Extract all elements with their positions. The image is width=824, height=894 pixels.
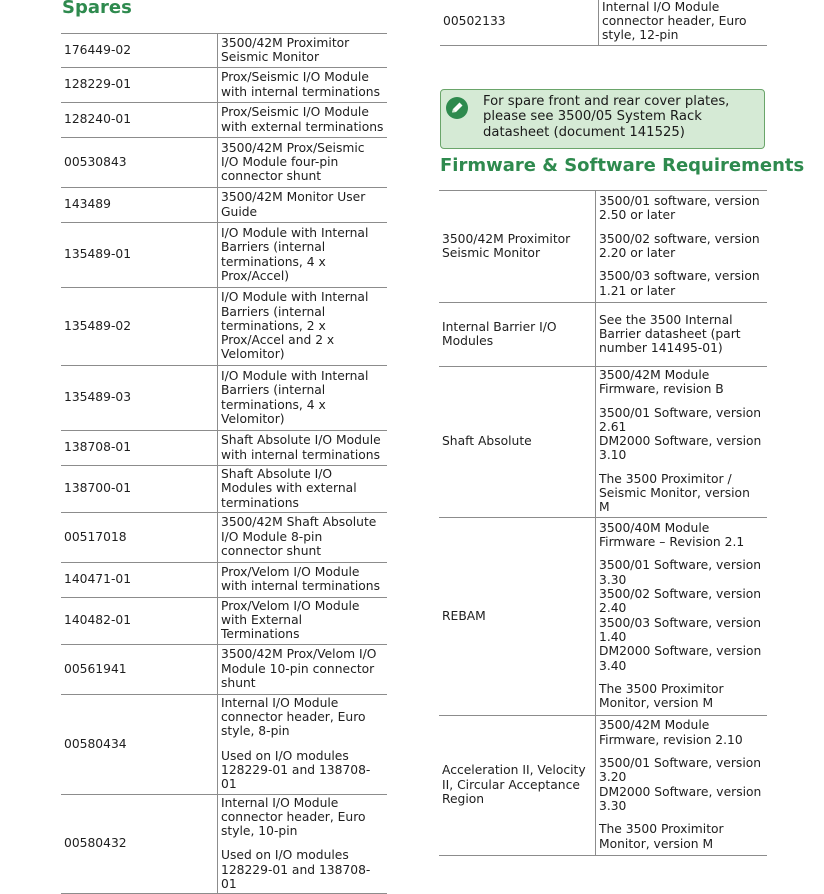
table-row xyxy=(61,103,387,138)
part-description: Internal I/O Module connector header, Euro style, 12-pin xyxy=(599,0,768,46)
table-row xyxy=(61,512,387,562)
description-paragraph: Used on I/O modules 128229-01 and 138708-01 xyxy=(221,848,371,892)
table-row xyxy=(61,597,387,644)
part-number: 135489-01 xyxy=(61,223,218,288)
part-number: 138700-01 xyxy=(61,466,218,513)
spares-table-continued xyxy=(440,0,767,46)
table-row xyxy=(61,466,387,513)
part-number: 00580434 xyxy=(61,694,218,794)
note-text: For spare front and rear cover plates, please see 3500/05 System Rack datasheet (document 141525) xyxy=(483,94,730,140)
description-paragraph: Prox/Velom I/O Module with External Terminations xyxy=(221,598,360,642)
description-paragraph: 3500/42M Proximitor Seismic Monitor xyxy=(221,35,350,64)
pencil-icon xyxy=(446,97,468,119)
description-paragraph: Prox/Velom I/O Module with internal terminations xyxy=(221,565,381,594)
part-description xyxy=(218,466,388,513)
component-name: Acceleration II, Velocity II, Circular Acceptance Region xyxy=(439,715,596,855)
part-description xyxy=(218,512,388,562)
requirement-list xyxy=(596,715,768,855)
table-row xyxy=(61,694,387,794)
requirement-item: See the 3500 Internal Barrier datasheet (part number 141495-01) xyxy=(599,312,741,356)
requirement-list xyxy=(596,303,768,367)
requirement-item: 3500/42M Module Firmware, revision B xyxy=(599,368,724,397)
description-paragraph: Internal I/O Module connector header, Euro style, 8-pin xyxy=(221,695,366,739)
table-row xyxy=(61,644,387,694)
part-description xyxy=(218,103,388,138)
firmware-table xyxy=(439,190,767,856)
table-row xyxy=(439,517,767,715)
part-number: 00530843 xyxy=(61,138,218,188)
description-paragraph: 3500/42M Monitor User Guide xyxy=(221,190,366,219)
description-paragraph: I/O Module with Internal Barriers (internal terminations, 4 x Velomitor) xyxy=(221,368,369,426)
part-number: 00580432 xyxy=(61,794,218,894)
table-row xyxy=(61,223,387,288)
part-number: 00517018 xyxy=(61,512,218,562)
requirement-item: 3500/03 Software, version 1.40 xyxy=(599,615,762,644)
requirement-item: The 3500 Proximitor Monitor, version M xyxy=(599,681,724,711)
description-paragraph: Internal I/O Module connector header, Euro style, 10-pin xyxy=(221,795,366,839)
requirement-item: DM2000 Software, version 3.40 xyxy=(599,644,762,673)
requirement-item: 3500/02 software, version 2.20 or later xyxy=(599,231,760,260)
table-row xyxy=(61,34,387,68)
part-number: 135489-02 xyxy=(61,288,218,366)
requirement-item: 3500/01 Software, version 3.30 xyxy=(599,558,762,587)
description-paragraph: 3500/42M Shaft Absolute I/O Module 8-pin connector shunt xyxy=(221,515,377,559)
part-description xyxy=(218,223,388,288)
part-number: 135489-03 xyxy=(61,366,218,431)
table-row xyxy=(61,794,387,894)
part-description xyxy=(218,366,388,431)
table-row xyxy=(61,366,387,431)
part-number: 128240-01 xyxy=(61,103,218,138)
part-description xyxy=(218,188,388,223)
table-row xyxy=(61,68,387,103)
requirement-item: DM2000 Software, version 3.10 xyxy=(599,434,762,463)
part-number: 143489 xyxy=(61,188,218,223)
component-name: 3500/42M Proximitor Seismic Monitor xyxy=(439,191,596,303)
part-number: 140471-01 xyxy=(61,562,218,597)
part-description xyxy=(218,431,388,466)
requirement-list xyxy=(596,191,768,303)
requirement-item: 3500/40M Module Firmware – Revision 2.1 xyxy=(599,520,745,550)
requirement-item: DM2000 Software, version 3.30 xyxy=(599,784,762,813)
spares-table xyxy=(61,33,387,894)
requirement-item: The 3500 Proximitor / Seismic Monitor, version M xyxy=(599,471,750,515)
description-paragraph: 3500/42M Prox/Seismic I/O Module four-pin connector shunt xyxy=(221,140,365,184)
part-number: 00561941 xyxy=(61,644,218,694)
part-number: 128229-01 xyxy=(61,68,218,103)
description-paragraph: Shaft Absolute I/O Modules with external terminations xyxy=(221,467,357,510)
description-paragraph: Shaft Absolute I/O Module with internal terminations xyxy=(221,433,381,462)
part-description xyxy=(218,34,388,68)
spares-heading: Spares xyxy=(62,0,132,18)
requirement-item: 3500/03 software, version 1.21 or later xyxy=(599,269,760,298)
description-paragraph: Prox/Seismic I/O Module with internal terminations xyxy=(221,70,381,99)
requirement-item: 3500/42M Module Firmware, revision 2.10 xyxy=(599,718,743,747)
component-name: Shaft Absolute xyxy=(439,367,596,518)
part-description xyxy=(218,644,388,694)
requirement-list xyxy=(596,517,768,715)
part-description xyxy=(218,138,388,188)
table-row xyxy=(61,562,387,597)
table-row xyxy=(61,188,387,223)
part-number: 176449-02 xyxy=(61,34,218,68)
component-name: Internal Barrier I/O Modules xyxy=(439,303,596,367)
table-row xyxy=(61,288,387,366)
description-paragraph: Prox/Seismic I/O Module with external terminations xyxy=(221,105,384,134)
table-row xyxy=(439,367,767,518)
firmware-heading: Firmware & Software Requirements xyxy=(440,155,805,176)
requirement-item: 3500/02 Software, version 2.40 xyxy=(599,587,762,616)
part-description xyxy=(218,597,388,644)
part-number: 138708-01 xyxy=(61,431,218,466)
part-number: 00502133 xyxy=(440,0,599,46)
requirement-item: The 3500 Proximitor Monitor, version M xyxy=(599,822,724,851)
part-description xyxy=(218,794,388,894)
table-row xyxy=(440,0,767,46)
table-row xyxy=(439,191,767,303)
component-name: REBAM xyxy=(439,517,596,715)
part-description xyxy=(218,68,388,103)
requirement-item: 3500/01 Software, version 3.20 xyxy=(599,756,762,785)
requirement-item: 3500/01 software, version 2.50 or later xyxy=(599,194,760,223)
table-row xyxy=(439,303,767,367)
requirement-item: 3500/01 Software, version 2.61 xyxy=(599,405,762,434)
table-row xyxy=(61,138,387,188)
part-description xyxy=(218,694,388,794)
table-row xyxy=(61,431,387,466)
description-paragraph: Used on I/O modules 128229-01 and 138708-01 xyxy=(221,748,371,792)
table-row xyxy=(439,715,767,855)
description-paragraph: I/O Module with Internal Barriers (internal terminations, 4 x Prox/Accel) xyxy=(221,225,369,283)
description-paragraph: 3500/42M Prox/Velom I/O Module 10-pin connector shunt xyxy=(221,647,377,690)
requirement-list xyxy=(596,367,768,518)
part-description xyxy=(218,562,388,597)
part-number: 140482-01 xyxy=(61,597,218,644)
note-callout xyxy=(440,89,765,149)
description-paragraph: I/O Module with Internal Barriers (internal terminations, 2 x Prox/Accel and 2 x Velomitor) xyxy=(221,290,369,362)
part-description xyxy=(218,288,388,366)
